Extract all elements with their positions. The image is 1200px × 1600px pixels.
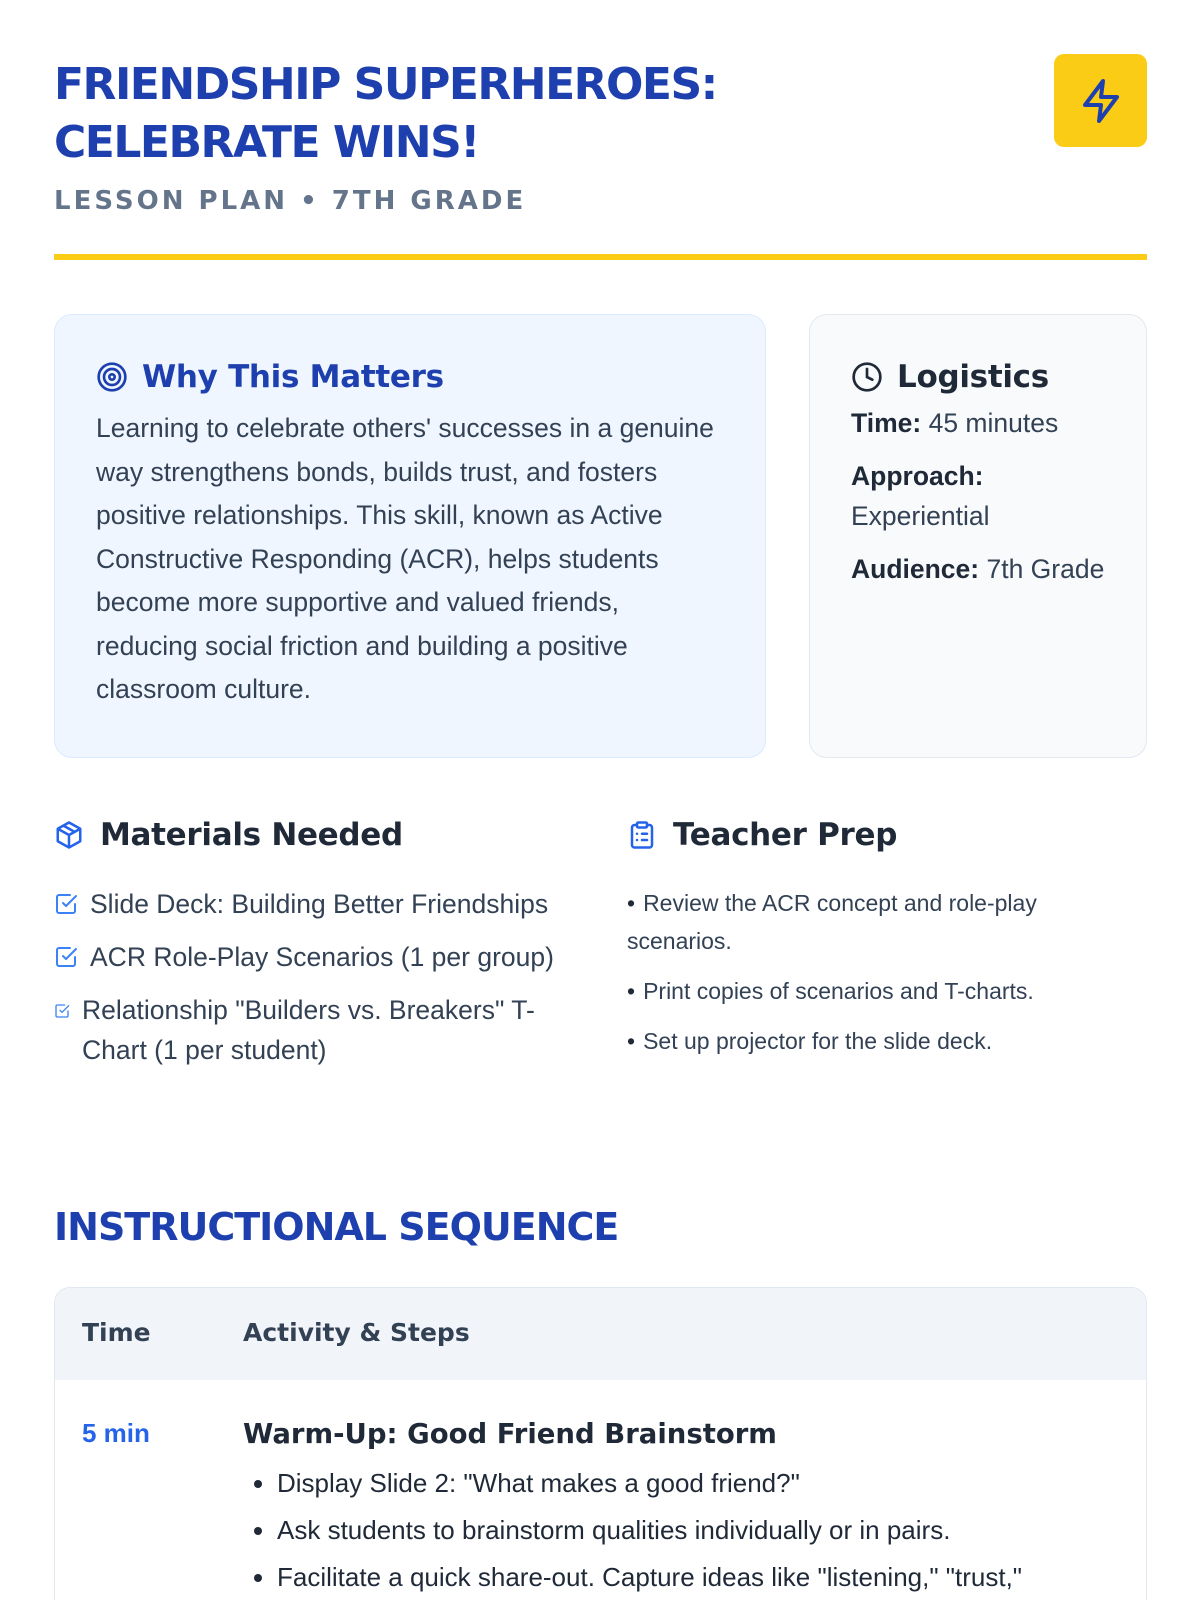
materials-section [54,812,594,1083]
logistics-item-audience [851,549,1106,589]
logistics-value: 45 minutes [928,408,1059,438]
row-activity [243,1414,1123,1600]
logistics-label: Audience: [851,554,980,584]
why-this-matters-card [54,314,766,758]
table-header [55,1288,1146,1380]
activity-title: Warm-Up: Good Friend Brainstorm [243,1418,777,1450]
material-label: Slide Deck: Building Better Friendships [90,889,549,919]
list-item [54,990,594,1070]
material-label: ACR Role-Play Scenarios (1 per group) [90,942,554,972]
why-card-header [96,355,725,399]
logistics-label: Approach: [851,461,984,491]
why-card-body: Learning to celebrate others' successes in a genuine way strengthens bonds, builds trust, and fosters positive relationships. This skill, known as Active Constructive Responding (ACR), helps students become more supportive and valued friends, reducing social friction and building a positive classroom culture. [96,413,714,704]
logistics-value: 7th Grade [986,554,1105,584]
activity-steps [243,1460,1123,1600]
checkbox-checked-icon [54,892,78,916]
header-divider [54,254,1147,260]
checkbox-checked-icon [54,945,78,969]
teacher-prep-title: Teacher Prep [673,817,898,853]
list-item [54,937,594,977]
column-header-time: Time [82,1318,151,1347]
table-row [55,1380,1146,1600]
activity-step: • Ask students to brainstorm qualities individually or in pairs. [277,1507,1123,1554]
row-time: 5 min [82,1418,150,1448]
lesson-header [54,52,1147,260]
logistics-list [851,403,1106,589]
material-label: Relationship "Builders vs. Breakers" T-Chart (1 per student) [82,995,535,1065]
box-icon [54,820,84,850]
lightning-bolt-badge [1054,54,1147,147]
activity-step: • Facilitate a quick share-out. Capture ideas like "listening," "trust," [277,1554,1123,1600]
checkbox-checked-icon [54,1003,70,1019]
column-header-activity: Activity & Steps [243,1318,470,1347]
teacher-prep-section [627,812,1147,1072]
instructional-sequence-title: INSTRUCTIONAL SEQUENCE [54,1205,619,1249]
teacher-prep-header [627,812,1147,858]
page-subtitle: LESSON PLAN • 7TH GRADE [54,186,527,216]
target-icon [96,361,128,393]
list-item: • Review the ACR concept and role-play scenarios. [627,884,1147,960]
logistics-item-time [851,403,1106,443]
list-item: • Print copies of scenarios and T-charts. [627,972,1147,1010]
logistics-card-header [851,355,1106,399]
list-item [54,884,594,924]
logistics-card [809,314,1147,758]
materials-list [54,884,594,1070]
materials-header [54,812,594,858]
logistics-label: Time: [851,408,922,438]
instructional-sequence-table [54,1287,1147,1600]
materials-title: Materials Needed [100,817,403,853]
logistics-value: Experiential [851,501,990,531]
lightning-bolt-icon [1077,77,1125,125]
logistics-card-title: Logistics [897,359,1049,395]
teacher-prep-list [627,884,1147,1060]
list-item: • Set up projector for the slide deck. [627,1022,1147,1060]
activity-step: • Display Slide 2: "What makes a good friend?" [277,1460,1123,1507]
why-card-title: Why This Matters [142,359,444,395]
clipboard-icon [627,820,657,850]
clock-icon [851,361,883,393]
logistics-item-approach [851,456,1106,536]
page-title: FRIENDSHIP SUPERHEROES: CELEBRATE WINS! [54,59,717,168]
